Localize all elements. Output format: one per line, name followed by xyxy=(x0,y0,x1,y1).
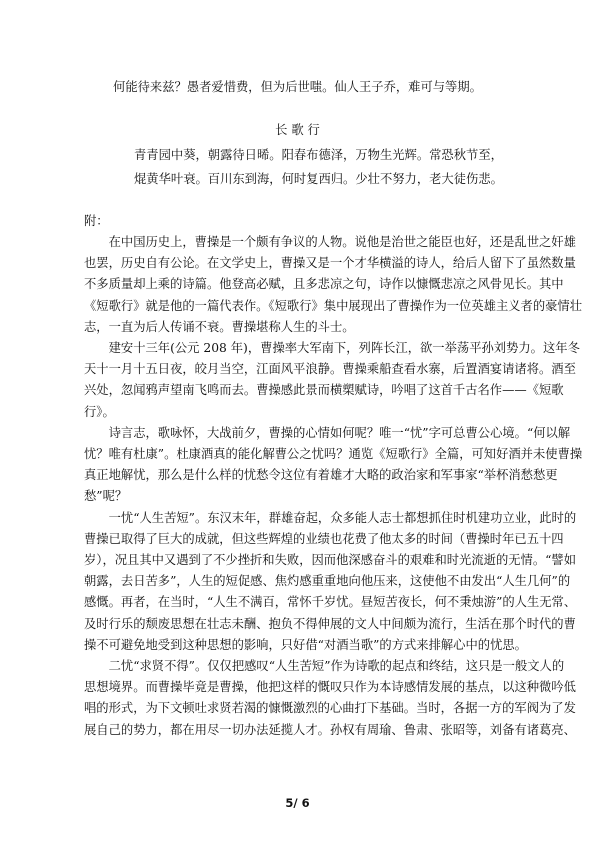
body-text-line: 岁），况且其中又遇到了不少挫折和失败，因而他深感奋斗的艰难和时光流逝的无情。“譬如 xyxy=(84,553,577,567)
poem-title: 长 歌 行 xyxy=(275,123,320,137)
body-text-line: 展自己的势力，都在用尽一切办法延揽人才。孙权有周瑜、鲁肃、张昭等，刘备有诸葛亮、 xyxy=(84,722,576,737)
body-text-line: 思想境界。而曹操毕竟是曹操，他把这样的慨叹只作为本诗感情发展的基点，以这种微吟低 xyxy=(84,680,576,695)
body-text-line: 及时行乐的颓废思想在壮志未酬、抱负不得伸展的文人中间颇为流行，生活在那个时代的曹 xyxy=(84,616,576,631)
body-text-line: 诗言志，歌咏怀，大战前夕，曹操的心情如何呢？唯一“忧”字可总曹公心境。“何以解 xyxy=(84,425,571,440)
body-text-line: 建安十三年(公元 208 年)，曹操率大军南下，列阵长江，欲一举荡平孙刘势力。这年冬 xyxy=(84,341,580,355)
body-text-line: 在中国历史上，曹操是一个颇有争议的人物。说他是治世之能臣也好，还是乱世之奸雄 xyxy=(84,235,576,249)
body-text-line: 志，一直为后人传诵不衰。曹操堪称人生的斗士。 xyxy=(84,319,355,334)
body-text-line: 忧？唯有杜康”。杜康酒真的能化解曹公之忧吗？通览《短歌行》全篇，可知好酒并未使曹操 xyxy=(84,447,583,461)
body-text-line: 朝露，去日苦多”，人生的短促感、焦灼感重重地向他压来，这使他不由发出“人生几何”的 xyxy=(84,574,571,589)
body-text-line: 不多质量却上乘的诗篇。他登高必赋，且多悲凉之句，诗作以慷慨悲凉之风骨见长。其中 xyxy=(84,277,564,292)
body-text-line: 愁”呢？ xyxy=(84,489,128,504)
body-text-line: 真正地解忧，那么是什么样的忧愁令这位有着雄才大略的政治家和军事家“举杯消愁愁更 xyxy=(84,468,558,483)
body-text-line: 也罢，历史自有公论。在文学史上，曹操又是一个才华横溢的诗人，给后人留下了虽然数量 xyxy=(84,256,576,271)
body-text-line: 天十一月十五日夜，皎月当空，江面风平浪静。曹操乘船查看水寨，后置酒宴请诸将。酒至 xyxy=(84,362,576,377)
appendix-label: 附： xyxy=(84,214,109,228)
body-text-line: 唱的形式，为下文顿吐求贤若渴的慷慨激烈的心曲打下基础。当时，各据一方的军阀为了发 xyxy=(84,701,576,716)
body-text-line: 二忧“求贤不得”。仅仅把感叹“人生苦短”作为诗歌的起点和终结，这只是一般文人的 xyxy=(84,659,565,673)
page-number: 5/ 6 xyxy=(285,796,310,810)
body-text-line: 行》。 xyxy=(84,404,115,419)
poem-closing-line: 何能待来兹？愚者爱惜费，但为后世嗤。仙人王子乔，难可与等期。 xyxy=(113,80,482,94)
poem-line: 青青园中葵，朝露待日晞。阳春布德泽，万物生光辉。常恐秋节至， xyxy=(134,148,503,162)
body-text-line: 一忧“人生苦短”。东汉末年，群雄奋起，众多能人志士都想抓住时机建功立业，此时的 xyxy=(84,510,577,525)
body-text-line: 操不可避免地受到这种思想的影响，只好借“对酒当歌”的方式来排解心中的忧思。 xyxy=(84,637,527,652)
body-text-line: 感慨。再者，在当时，“人生不满百，常怀千岁忧。昼短苦夜长，何不秉烛游”的人生无常、 xyxy=(84,595,577,610)
poem-line: 焜黄华叶衰。百川东到海，何时复西归。少壮不努力，老大徒伤悲。 xyxy=(134,172,503,186)
body-text-line: 兴处，忽闻鸦声望南飞鸣而去。曹操感此景而横槊赋诗，吟唱了这首千古名作——《短歌 xyxy=(84,383,564,398)
body-text-line: 曹操已取得了巨大的成就，但这些辉煌的业绩也花费了他太多的时间（曹操时年已五十四 xyxy=(84,531,564,546)
body-text-line: 《短歌行》就是他的一篇代表作。《短歌行》集中展现出了曹操作为一位英雄主义者的豪情壮 xyxy=(84,298,583,313)
